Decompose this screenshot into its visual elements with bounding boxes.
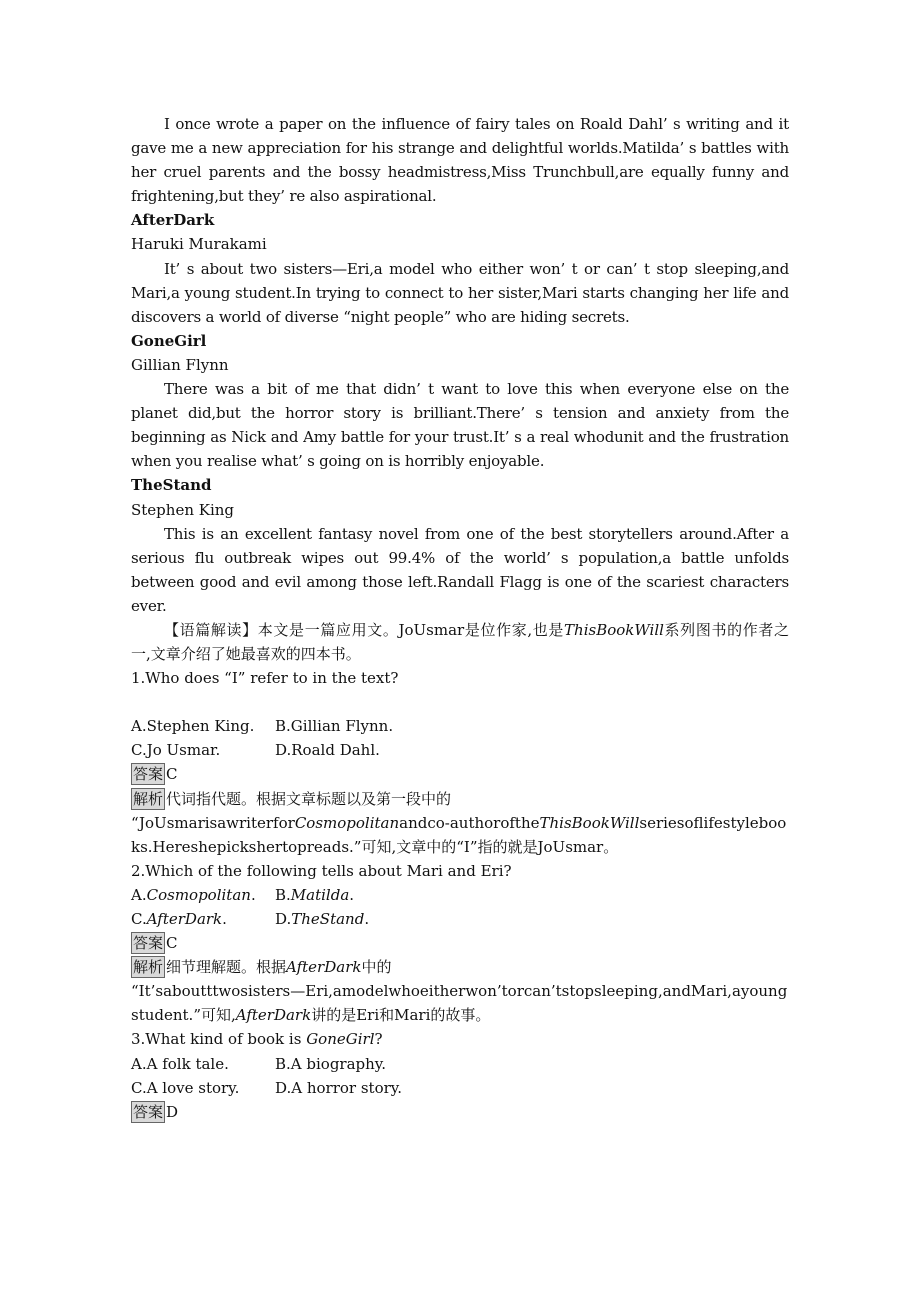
options-row <box>131 1052 789 1076</box>
option: C.Jo Usmar. <box>131 741 221 760</box>
options-row <box>131 883 789 907</box>
answer-badge: 答案 <box>133 765 164 784</box>
question-stem: 1.Who does “I” refer to in the text? <box>131 669 399 688</box>
reading-guide-label: 【语篇解读】 <box>164 620 258 639</box>
option: C.AfterDark. <box>131 910 227 928</box>
option: D.A horror story. <box>275 1078 403 1097</box>
options-row <box>131 907 789 931</box>
options-row <box>131 1076 789 1100</box>
book-review: It’ s about two sisters—Eri,a model who either won’ t or can’ t stop sleeping,and Mari,a young student.In trying to connect to her sister,Mari starts changing her life and discovers a world of diverse “night people” who are hiding secrets. <box>131 259 789 326</box>
option: D.TheStand. <box>275 910 370 928</box>
book-review: There was a bit of me that didn’ t want to love this when everyone else on the planet did,but the horror story is brilliant.There’ s tension and anxiety from the beginning as Nick and Amy battle for your trust.It’ s a real whodunit and the frustration when you realise what’ s going on is horribly enjoyable. <box>131 380 789 471</box>
option: B.Matilda. <box>275 885 355 904</box>
answer-row <box>131 931 789 955</box>
question-stem: 2.Which of the following tells about Mari and Eri? <box>131 861 512 880</box>
options-row <box>131 714 789 738</box>
book-title: GoneGirl <box>131 331 207 350</box>
book-review: This is an excellent fantasy novel from one of the best storytellers around.After a serious flu outbreak wipes out 99.4% of the world’ s population,a battle unfolds between good and evil among those left.Randall Flagg is one of the scariest characters ever. <box>131 524 789 615</box>
option: B.A biography. <box>275 1054 387 1073</box>
intro-paragraph: I once wrote a paper on the influence of fairy tales on Roald Dahl’ s writing and it gave me a new appreciation for his strange and delightful worlds.Matilda’ s battles with her cruel parents and the bossy headmistress,Miss Trunchbull,are equally funny and frightening,but they’ re also aspirational. <box>131 115 789 206</box>
analysis-quote: “It’saboutttwosisters—Eri,amodelwhoeitherwon’torcan’tstopsleeping,andMari,ayoungstudent.”可知,AfterDark讲的是Eri和Mari的故事。 <box>131 982 788 1025</box>
option: D.Roald Dahl. <box>275 741 380 760</box>
answer-value: D <box>166 1102 179 1121</box>
book-author: Stephen King <box>131 500 235 519</box>
answer-row <box>131 1100 789 1124</box>
analysis-row: 解析 细节理解题。根据AfterDark中的 <box>133 958 392 977</box>
analysis-badge: 解析 <box>133 958 164 977</box>
option: A.A folk tale. <box>131 1054 229 1073</box>
answer-row <box>131 762 789 786</box>
answer-badge: 答案 <box>133 934 164 953</box>
option: B.Gillian Flynn. <box>275 717 394 736</box>
options-row <box>131 738 789 762</box>
book-title: AfterDark <box>131 211 215 230</box>
document-content <box>131 112 789 1124</box>
option: A.Cosmopolitan. <box>131 885 256 904</box>
book-author: Gillian Flynn <box>131 355 229 374</box>
answer-value: C <box>166 934 178 953</box>
analysis-badge: 解析 <box>133 789 164 808</box>
answer-badge: 答案 <box>133 1102 164 1121</box>
option: C.A love story. <box>131 1078 240 1097</box>
option: A.Stephen King. <box>131 717 255 736</box>
answer-value: C <box>166 765 178 784</box>
analysis-quote: “JoUsmarisawriterforCosmopolitanandco-authoroftheThisBookWillseriesoflifestylebooks.Hereshepickshertopreads.”可知,文章中的“I”指的就是JoUsmar。 <box>131 813 787 856</box>
question-stem: 3.What kind of book is GoneGirl? <box>131 1030 383 1049</box>
analysis-row: 解析 代词指代题。根据文章标题以及第一段中的 <box>133 789 452 808</box>
spacer <box>131 690 789 714</box>
book-author: Haruki Murakami <box>131 235 267 254</box>
reading-guide: 【语篇解读】本文是一篇应用文。JoUsmar是位作家,也是ThisBookWill系列图书的作者之一,文章介绍了她最喜欢的四本书。 <box>131 620 789 664</box>
book-title: TheStand <box>131 476 212 495</box>
